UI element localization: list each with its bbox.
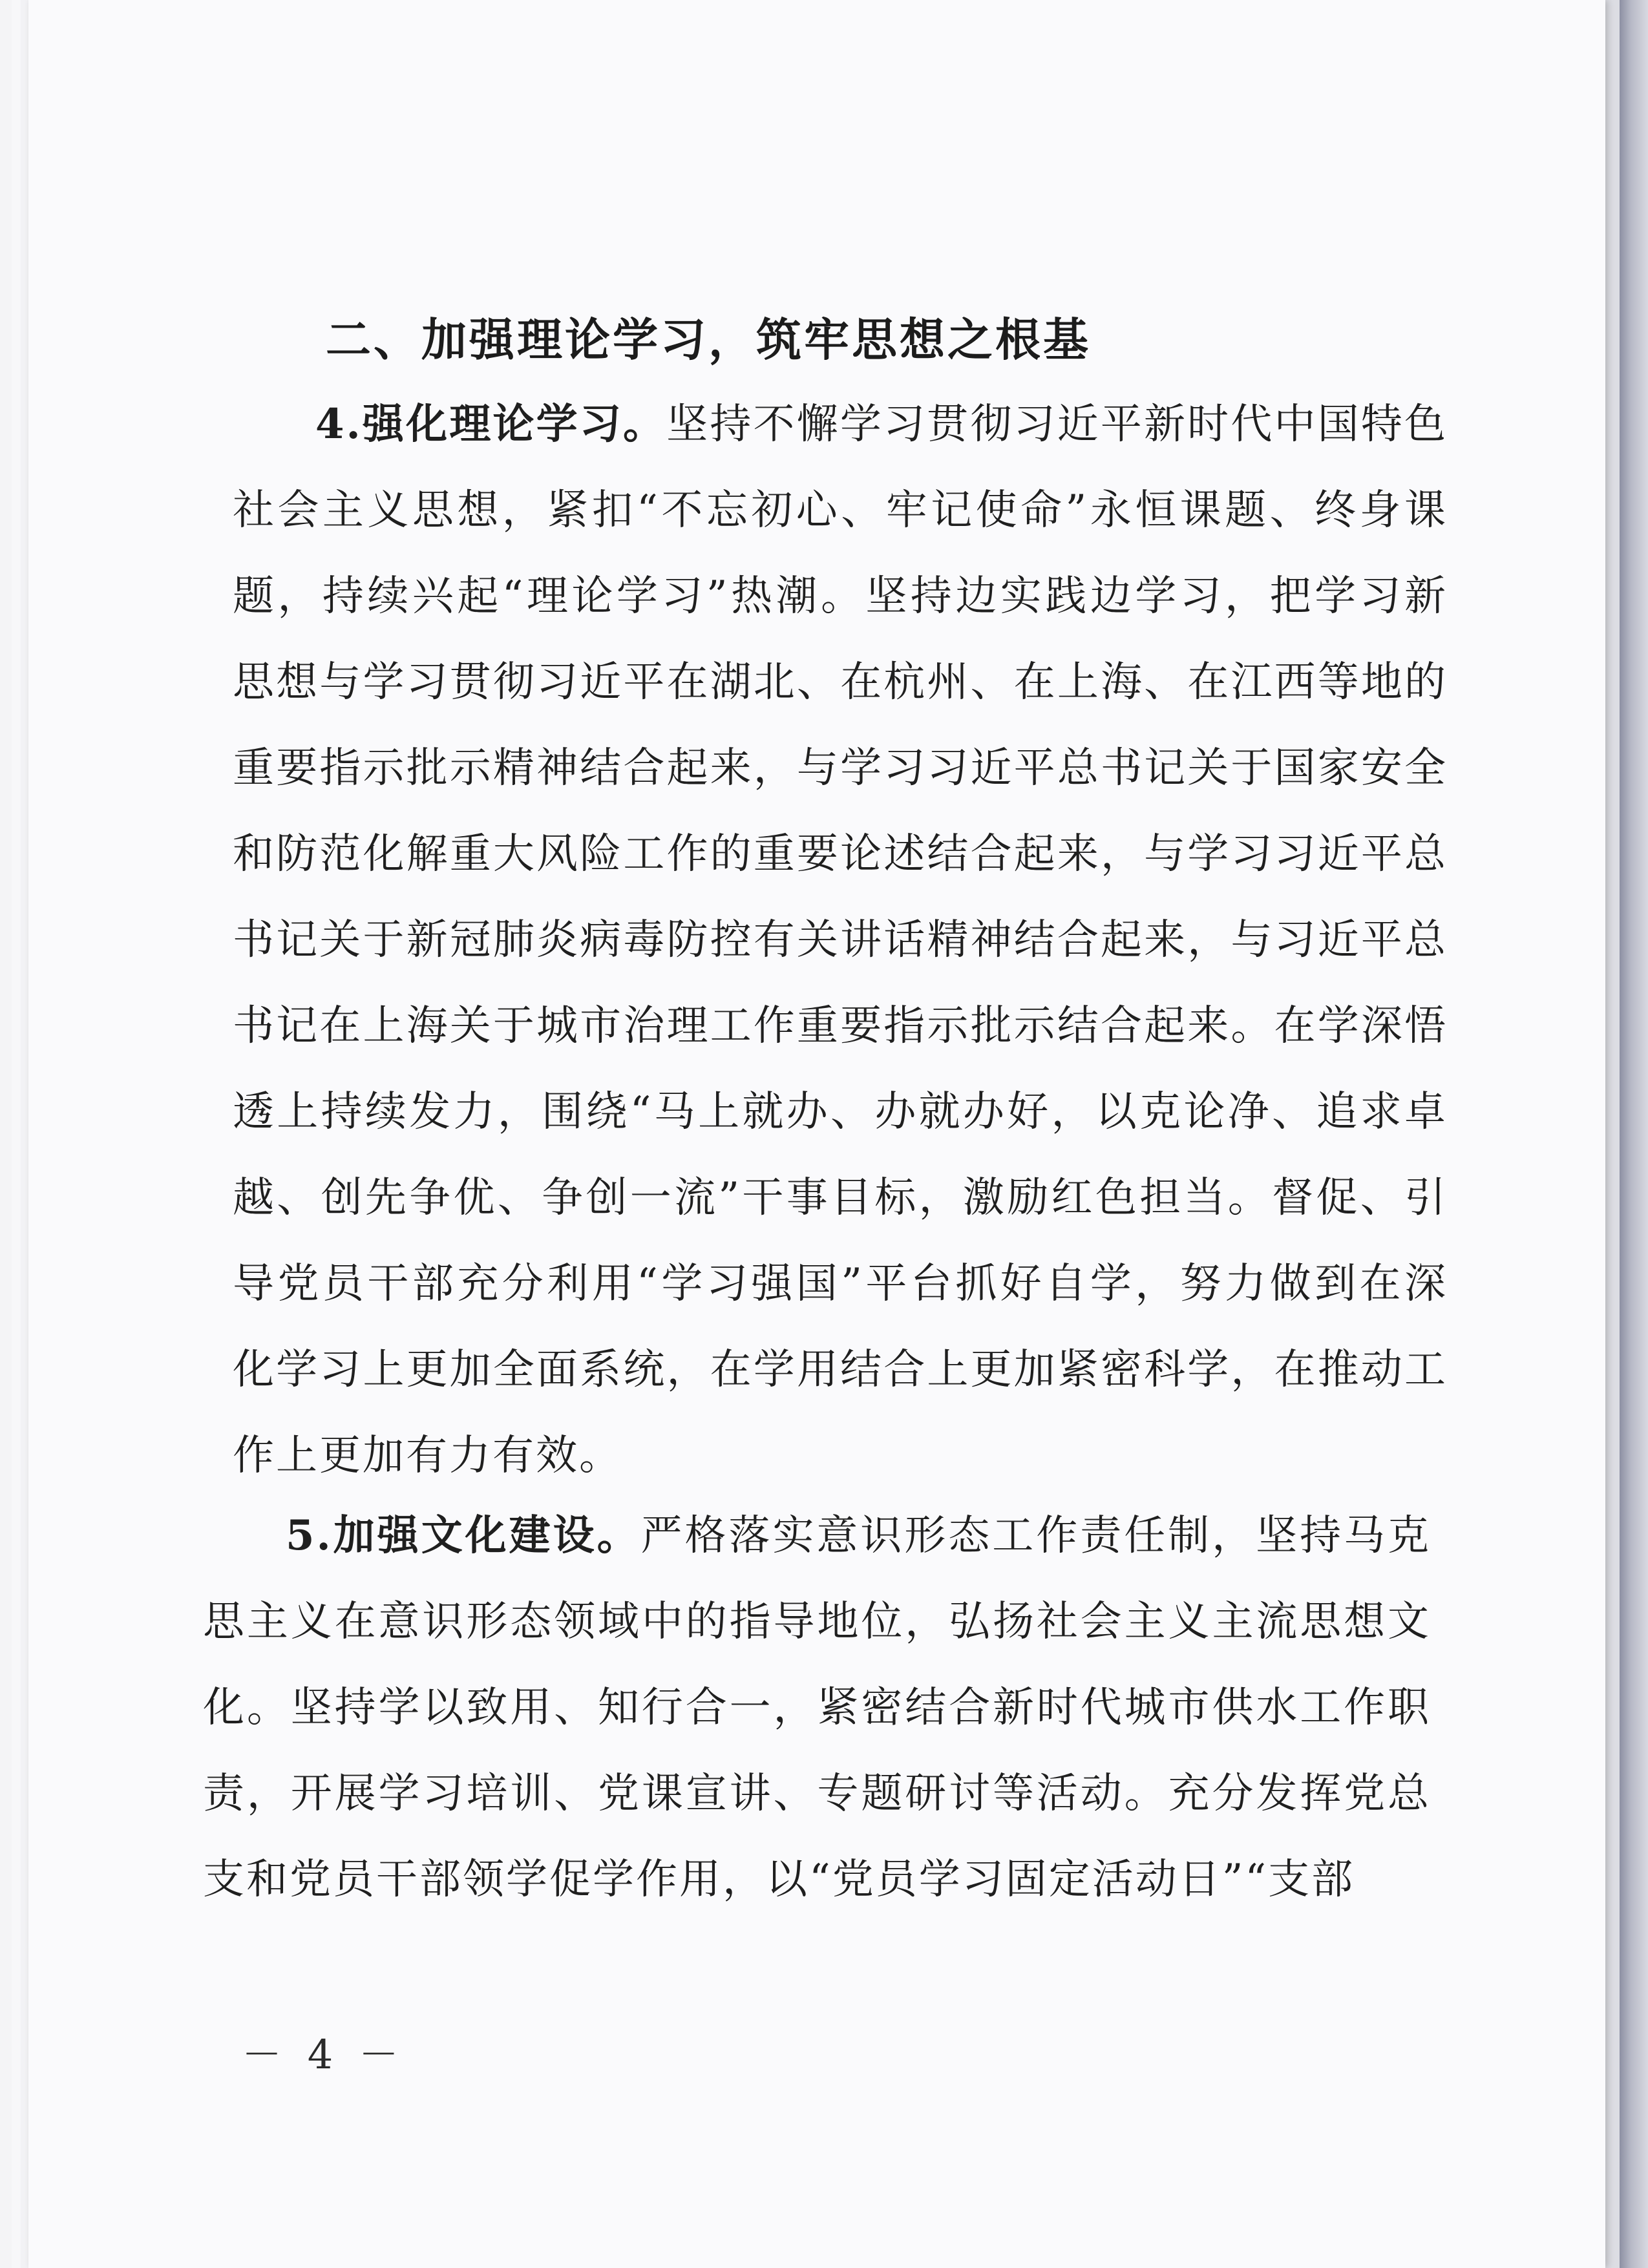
paragraph-5-text: 严格落实意识形态工作责任制，坚持马克思主义在意识形态领域中的指导地位，弘扬社会主义主流思想文化。坚持学以致用、知行合一，紧密结合新时代城市供水工作职责，开展学习培训、党课宣讲、专题研讨等活动。充分发挥党总支和党员干部领学促学作用，以“党员学习固定活动日”“支部 xyxy=(203,1512,1431,1904)
paragraph-4 xyxy=(233,381,1448,1499)
paragraph-4-text: 坚持不懈学习贯彻习近平新时代中国特色社会主义思想，紧扣“不忘初心、牢记使命”永恒课题、终身课题，持续兴起“理论学习”热潮。坚持边实践边学习，把学习新思想与学习贯彻习近平在湖北、在杭州、在上海、在江西等地的重要指示批示精神结合起来，与学习习近平总书记关于国家安全和防范化解重大风险工作的重要论述结合起来，与学习习近平总书记关于新冠肺炎病毒防控有关讲话精神结合起来，与习近平总书记在上海关于城市治理工作重要指示批示结合起来。在学深悟透上持续发力，围绕“马上就办、办就办好，以克论净、追求卓越、创先争优、争创一流”干事目标，激励红色担当。督促、引导党员干部充分利用“学习强国”平台抓好自学，努力做到在深化学习上更加全面系统，在学用结合上更加紧密科学，在推动工作上更加有力有效。 xyxy=(233,401,1448,1480)
paper-edge xyxy=(0,0,13,2268)
paragraph-4-lead: 4.强化理论学习。 xyxy=(315,400,667,448)
document-page xyxy=(28,0,1605,2268)
section-heading: 二、加强理论学习，筑牢思想之根基 xyxy=(326,313,1091,366)
page-number: － 4 － xyxy=(242,2031,405,2078)
scanner-edge xyxy=(1620,0,1648,2268)
paragraph-5-lead: 5.加强文化建设。 xyxy=(286,1511,641,1560)
paragraph-5 xyxy=(203,1493,1431,1923)
